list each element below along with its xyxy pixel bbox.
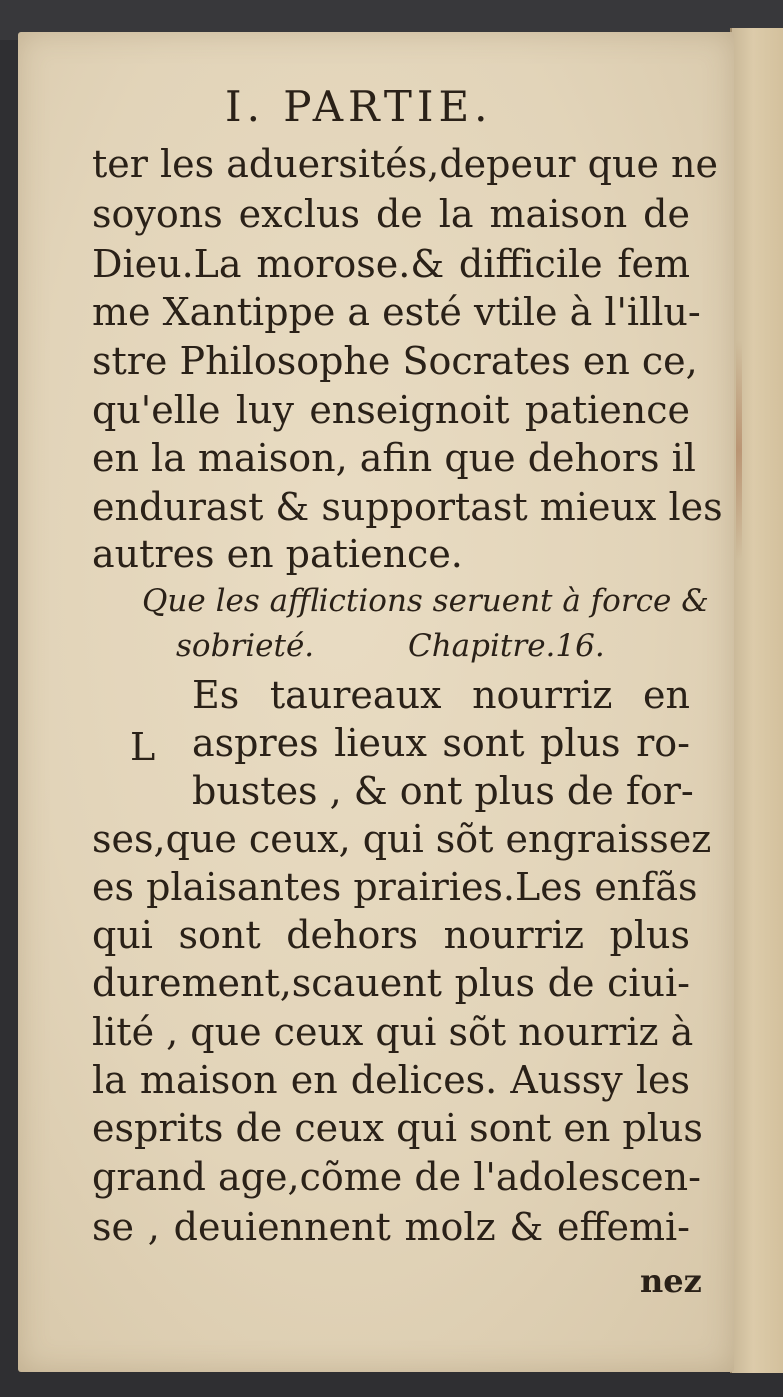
text-line: endurast & supportast mieux les [92,485,723,529]
text-line-paragraph-end: autres en patience. [92,532,463,576]
text-line: grand age,cõme de l'adolescen- [92,1155,701,1199]
text-line: qui sont dehors nourriz plus [92,913,690,957]
text-line: lité , que ceux qui sõt nourriz à [92,1010,694,1054]
page-gutter-stain [736,340,742,560]
text-line: bustes , & ont plus de for- [192,769,694,813]
text-line: soyons exclus de la maison de [92,192,690,236]
text-line: es plaisantes prairies.Les enfãs [92,865,698,909]
text-line: Es taureaux nourriz en [192,673,690,717]
text-line: la maison en delices. Aussy les [92,1058,690,1102]
text-line: en la maison, afin que dehors il [92,436,696,480]
text-line: Dieu.La morose.& difficile fem [92,242,690,286]
chapter-title-line-1: Que les afflictions seruent à force & [142,583,709,619]
text-line: se , deuiennent molz & effemi- [92,1205,690,1249]
text-line: durement,scauent plus de ciui- [92,961,690,1005]
chapter-number: Chapitre.16. [408,628,605,664]
catchword: nez [640,1262,702,1300]
text-line: esprits de ceux qui sont en plus [92,1106,703,1150]
text-line: stre Philosophe Socrates en ce, [92,339,698,383]
chapter-title-line-2: sobrieté. [176,628,315,664]
text-line: ter les aduersités,depeur que ne [92,142,718,186]
running-header: I. PARTIE. [225,82,493,131]
adjacent-page-edge [730,28,783,1373]
text-line: me Xantippe a esté vtile à l'illu- [92,290,701,334]
drop-cap-initial: L [130,725,156,769]
text-line: aspres lieux sont plus ro- [192,721,690,765]
text-line: ses,que ceux, qui sõt engraissez [92,817,712,861]
text-line: qu'elle luy enseignoit patience [92,388,690,432]
